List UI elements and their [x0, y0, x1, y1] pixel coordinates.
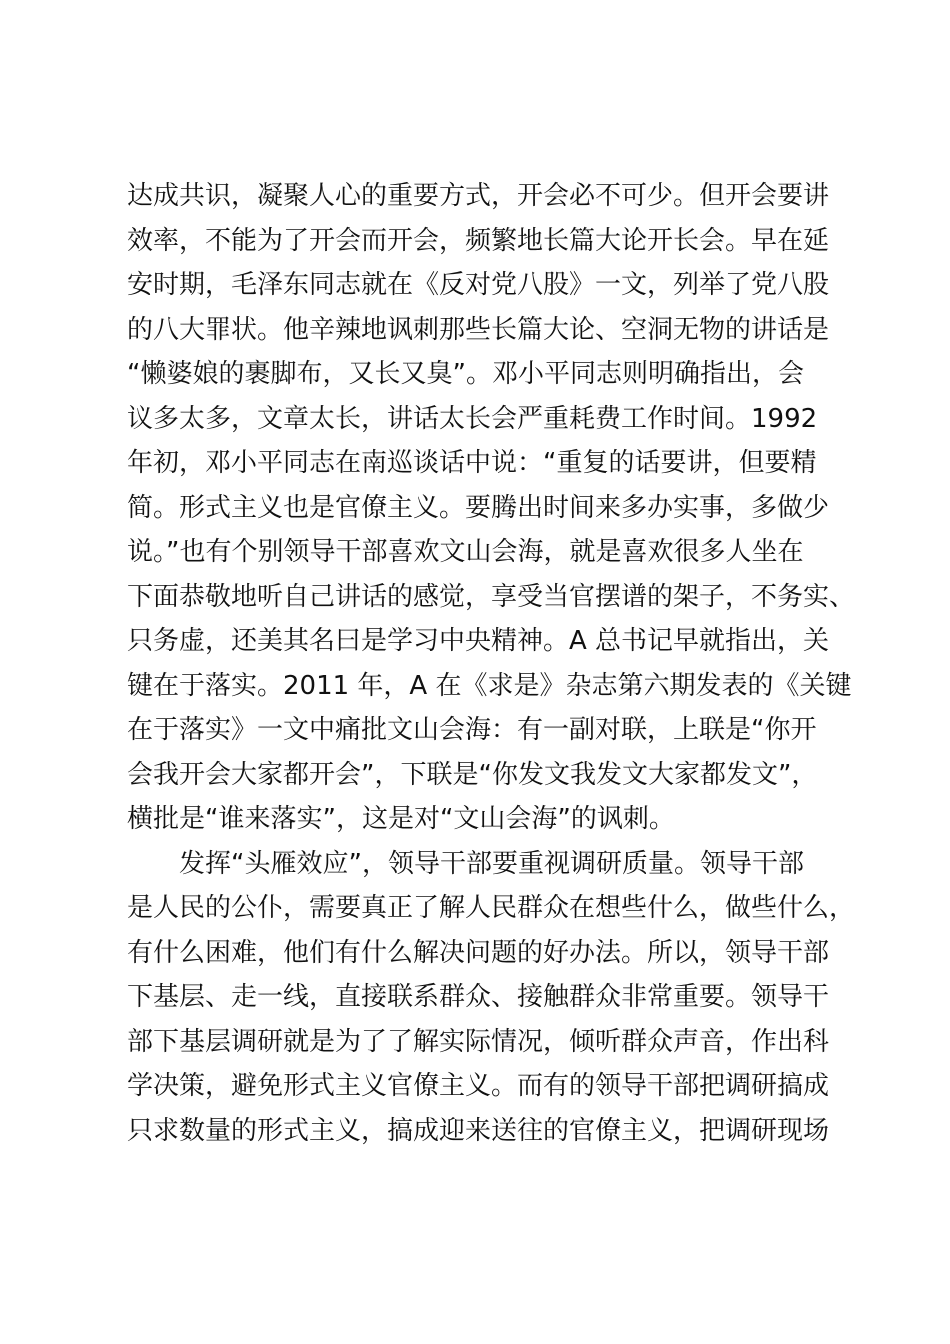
text-line: 会我开会大家都开会”，下联是“你发文我发文大家都发文”，: [127, 759, 818, 790]
text-line: 达成共识，凝聚人心的重要方式，开会必不可少。但开会要讲: [127, 181, 830, 211]
text-line: 键在于落实。2011 年，A 在《求是》杂志第六期发表的《关键: [127, 670, 852, 701]
text-line: 有什么困难，他们有什么解决问题的好办法。所以，领导干部: [127, 937, 830, 968]
text-line: 部下基层调研就是为了了解实际情况，倾听群众声音，作出科: [127, 1026, 830, 1057]
text-line: 下基层、走一线，直接联系群众、接触群众非常重要。领导干: [127, 982, 830, 1012]
text-line: “懒婆娘的裹脚布，又长又臭”。邓小平同志则明确指出，会: [127, 359, 804, 389]
text-line: 横批是“谁来落实”，这是对“文山会海”的讽刺。: [127, 804, 675, 834]
text-line: 安时期，毛泽东同志就在《反对党八股》一文，列举了党八股: [127, 270, 830, 300]
text-line: 议多太多，文章太长，讲话太长会严重耗费工作时间。1992: [127, 403, 818, 434]
text-line: 说。”也有个别领导干部喜欢文山会海，就是喜欢很多人坐在: [127, 537, 804, 567]
body-text: [127, 174, 867, 1153]
paragraph-start-line: 发挥“头雁效应”，领导干部要重视调研质量。领导干部: [127, 848, 804, 879]
text-line: 年初，邓小平同志在南巡谈话中说：“重复的话要讲，但要精: [127, 448, 817, 478]
text-line: 只求数量的形式主义，搞成迎来送往的官僚主义，把调研现场: [127, 1115, 830, 1146]
text-line: 只务虚，还美其名曰是学习中央精神。A 总书记早就指出，关: [127, 626, 830, 656]
text-line: 下面恭敬地听自己讲话的感觉，享受当官摆谱的架子，不务实、: [127, 581, 856, 612]
text-line: 学决策，避免形式主义官僚主义。而有的领导干部把调研搞成: [127, 1071, 830, 1101]
text-line: 的八大罪状。他辛辣地讽刺那些长篇大论、空洞无物的讲话是: [127, 314, 830, 345]
text-line: 在于落实》一文中痛批文山会海：有一副对联，上联是“你开: [127, 715, 817, 745]
text-line: 简。形式主义也是官僚主义。要腾出时间来多办实事，多做少: [127, 492, 830, 523]
text-line: 是人民的公仆，需要真正了解人民群众在想些什么，做些什么，: [127, 893, 856, 923]
text-line: 效率，不能为了开会而开会，频繁地长篇大论开长会。早在延: [127, 225, 830, 256]
